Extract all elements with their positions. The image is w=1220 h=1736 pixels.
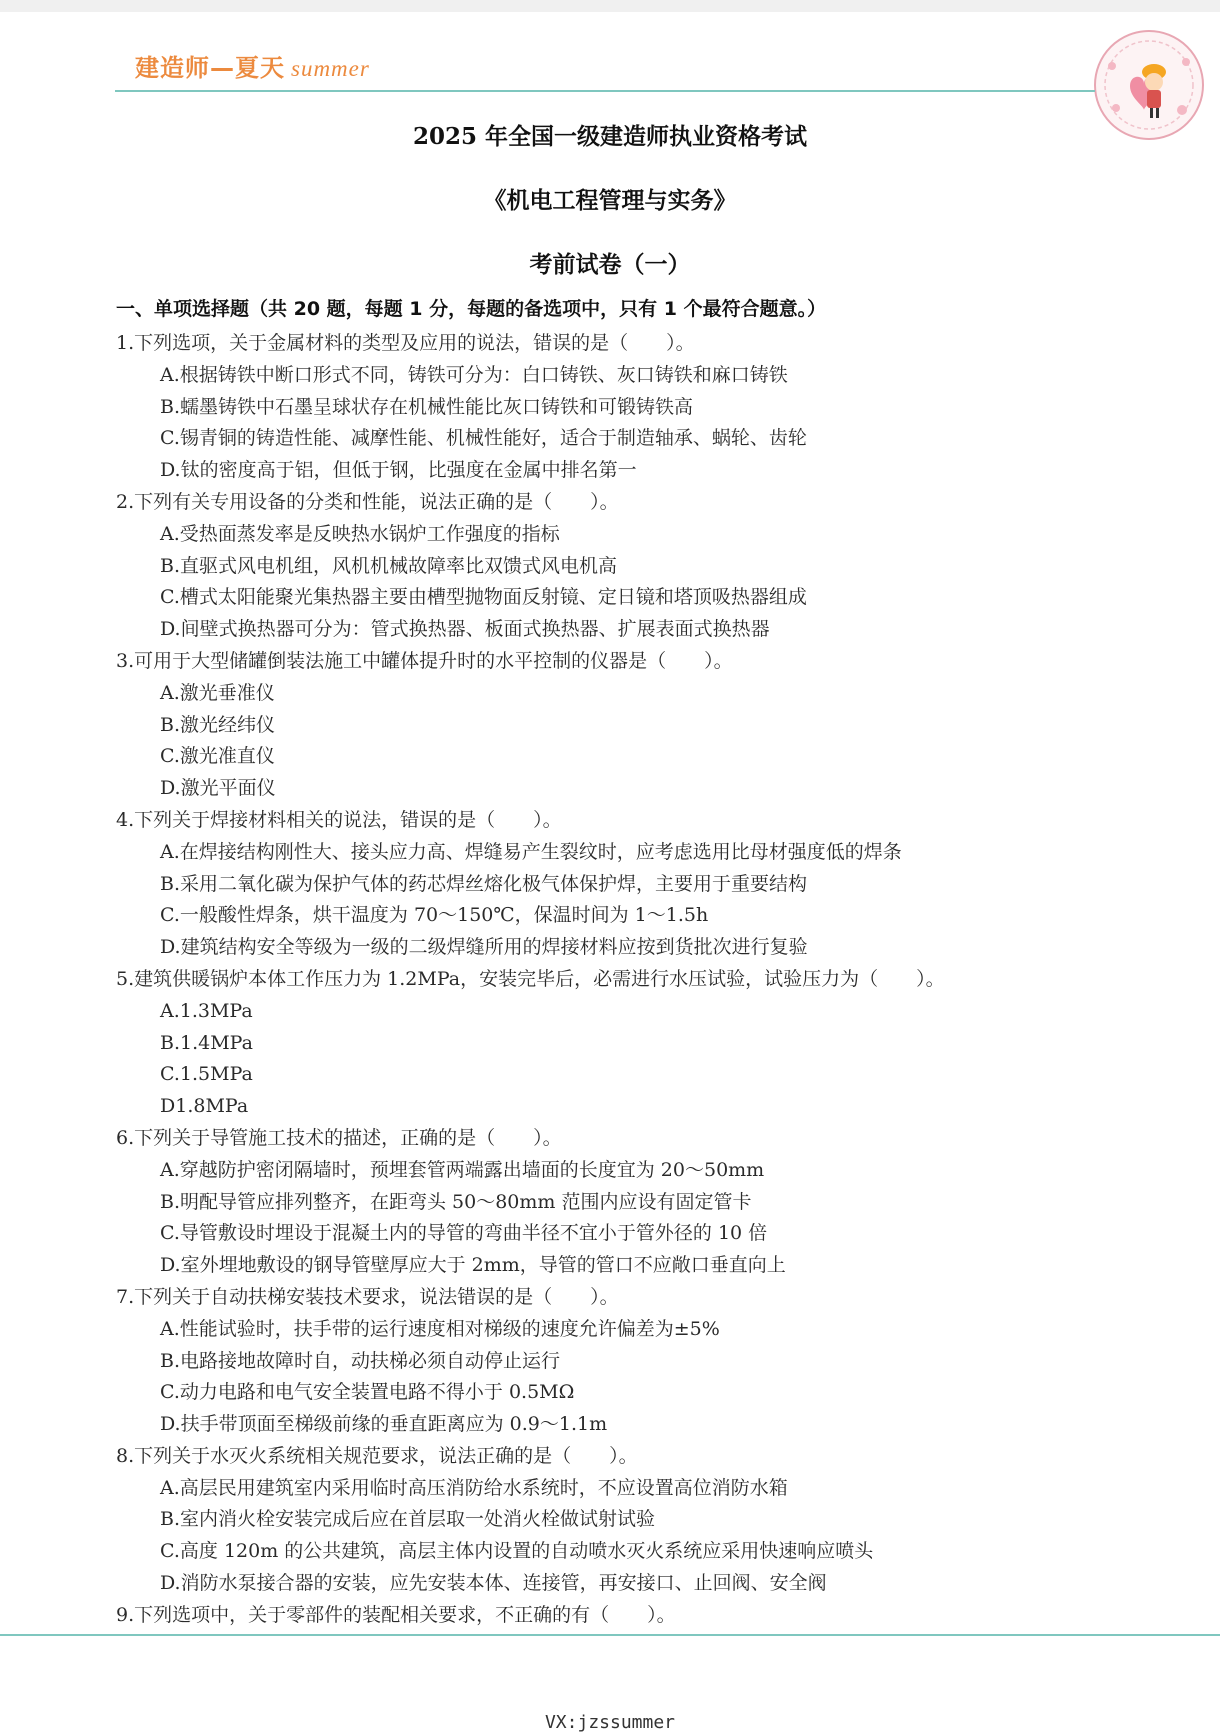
option-b: B.采用二氧化碳为保护气体的药芯焊丝熔化极气体保护焊，主要用于重要结构 — [160, 872, 808, 895]
question-7 — [116, 1282, 1116, 1441]
option-b: B.1.4MPa — [160, 1031, 253, 1054]
option-c: C.锡青铜的铸造性能、减摩性能、机械性能好，适合于制造轴承、蜗轮、齿轮 — [160, 427, 807, 450]
document-page — [0, 12, 1220, 1736]
question-stem: 7.下列关于自动扶梯安装技术要求，说法错误的是（ ）。 — [116, 1285, 619, 1308]
question-8 — [116, 1441, 1116, 1600]
option-b: B.明配导管应排列整齐，在距弯头 50～80mm 范围内应设有固定管卡 — [160, 1190, 752, 1213]
option-b: B.蠕墨铸铁中石墨呈球状存在机械性能比灰口铸铁和可锻铸铁高 — [160, 395, 694, 418]
option-a: A.1.3MPa — [160, 999, 253, 1022]
question-2 — [116, 487, 1116, 646]
question-stem: 2.下列有关专用设备的分类和性能，说法正确的是（ ）。 — [116, 490, 619, 513]
option-b: B.电路接地故障时自，动扶梯必须自动停止运行 — [160, 1349, 561, 1372]
question-stem: 3.可用于大型储罐倒装法施工中罐体提升时的水平控制的仪器是（ ）。 — [116, 649, 733, 672]
option-c: C.一般酸性焊条，烘干温度为 70～150℃，保温时间为 1～1.5h — [160, 904, 709, 927]
option-c: C.激光准直仪 — [160, 745, 275, 768]
option-b: B.室内消火栓安装完成后应在首层取一处消火栓做试射试验 — [160, 1508, 656, 1531]
option-c: C.动力电路和电气安全装置电路不得小于 0.5MΩ — [160, 1381, 575, 1404]
option-d: D.间壁式换热器可分为：管式换热器、板面式换热器、扩展表面式换热器 — [160, 618, 770, 641]
question-stem: 1.下列选项，关于金属材料的类型及应用的说法，错误的是（ ）。 — [116, 332, 695, 354]
header-divider — [115, 90, 1095, 92]
footer-divider — [0, 1634, 1220, 1636]
option-a: A.根据铸铁中断口形式不同，铸铁可分为：白口铸铁、灰口铸铁和麻口铸铁 — [160, 363, 788, 386]
option-c: C.槽式太阳能聚光集热器主要由槽型抛物面反射镜、定日镜和塔顶吸热器组成 — [160, 586, 807, 609]
footer-contact: VX:jzssummer — [544, 1712, 676, 1733]
exam-title: 2025 年全国一级建造师执业资格考试 — [412, 123, 808, 150]
paper-title: 考前试卷（一） — [529, 251, 691, 278]
option-a: A.激光垂准仪 — [160, 681, 275, 704]
option-c: C.1.5MPa — [160, 1063, 253, 1086]
option-a: A.受热面蒸发率是反映热水锅炉工作强度的指标 — [160, 522, 560, 545]
option-d: D1.8MPa — [160, 1095, 249, 1118]
question-3 — [116, 646, 1116, 805]
question-stem: 4.下列关于焊接材料相关的说法，错误的是（ ）。 — [116, 808, 562, 831]
option-a: A.穿越防护密闭隔墙时，预埋套管两端露出墙面的长度宜为 20～50mm — [160, 1158, 765, 1181]
question-stem: 8.下列关于水灭火系统相关规范要求，说法正确的是（ ）。 — [116, 1444, 638, 1467]
question-9 — [116, 1600, 1116, 1632]
option-a: A.在焊接结构刚性大、接头应力高、焊缝易产生裂纹时，应考虑选用比母材强度低的焊条 — [160, 840, 902, 863]
question-stem: 9.下列选项中，关于零部件的装配相关要求，不正确的有（ ）。 — [116, 1603, 676, 1626]
brand-script-text: summer — [291, 56, 370, 81]
option-d: D.激光平面仪 — [160, 777, 276, 800]
option-d: D.建筑结构安全等级为一级的二级焊缝所用的焊接材料应按到货批次进行复验 — [160, 936, 808, 959]
option-b: B.直驱式风电机组，风机机械故障率比双馈式风电机高 — [160, 554, 618, 577]
option-d: D.钛的密度高于铝，但低于钢，比强度在金属中排名第一 — [160, 459, 637, 482]
option-c: C.高度 120m 的公共建筑，高层主体内设置的自动喷水灭火系统应采用快速响应喷头 — [160, 1540, 874, 1563]
brand-header — [135, 48, 370, 83]
option-a: A.性能试验时，扶手带的运行速度相对梯级的速度允许偏差为±5% — [160, 1317, 720, 1340]
question-stem: 5.建筑供暖锅炉本体工作压力为 1.2MPa，安装完毕后，必需进行水压试验，试验压力为（ ）。 — [116, 967, 945, 990]
brand-text: 建造师—夏天 — [135, 54, 285, 82]
question-4 — [116, 805, 1116, 964]
option-d: D.室外埋地敷设的钢导管壁厚应大于 2mm，导管的管口不应敞口垂直向上 — [160, 1254, 786, 1277]
question-stem: 6.下列关于导管施工技术的描述，正确的是（ ）。 — [116, 1126, 562, 1149]
section-heading: 一、单项选择题（共 20 题，每题 1 分，每题的备选项中，只有 1 个最符合题意。） — [116, 298, 827, 320]
option-d: D.扶手带顶面至梯级前缘的垂直距离应为 0.9～1.1m — [160, 1413, 608, 1436]
subject-title: 《机电工程管理与实务》 — [483, 187, 737, 214]
option-b: B.激光经纬仪 — [160, 713, 276, 736]
option-c: C.导管敷设时埋设于混凝土内的导管的弯曲半径不宜小于管外径的 10 倍 — [160, 1222, 768, 1245]
option-d: D.消防水泵接合器的安装，应先安装本体、连接管，再安接口、止回阀、安全阀 — [160, 1572, 827, 1595]
question-6 — [116, 1123, 1116, 1282]
question-5 — [116, 964, 1116, 1123]
question-1 — [116, 328, 1116, 487]
option-a: A.高层民用建筑室内采用临时高压消防给水系统时，不应设置高位消防水箱 — [160, 1476, 788, 1499]
question-list — [116, 328, 1116, 1632]
